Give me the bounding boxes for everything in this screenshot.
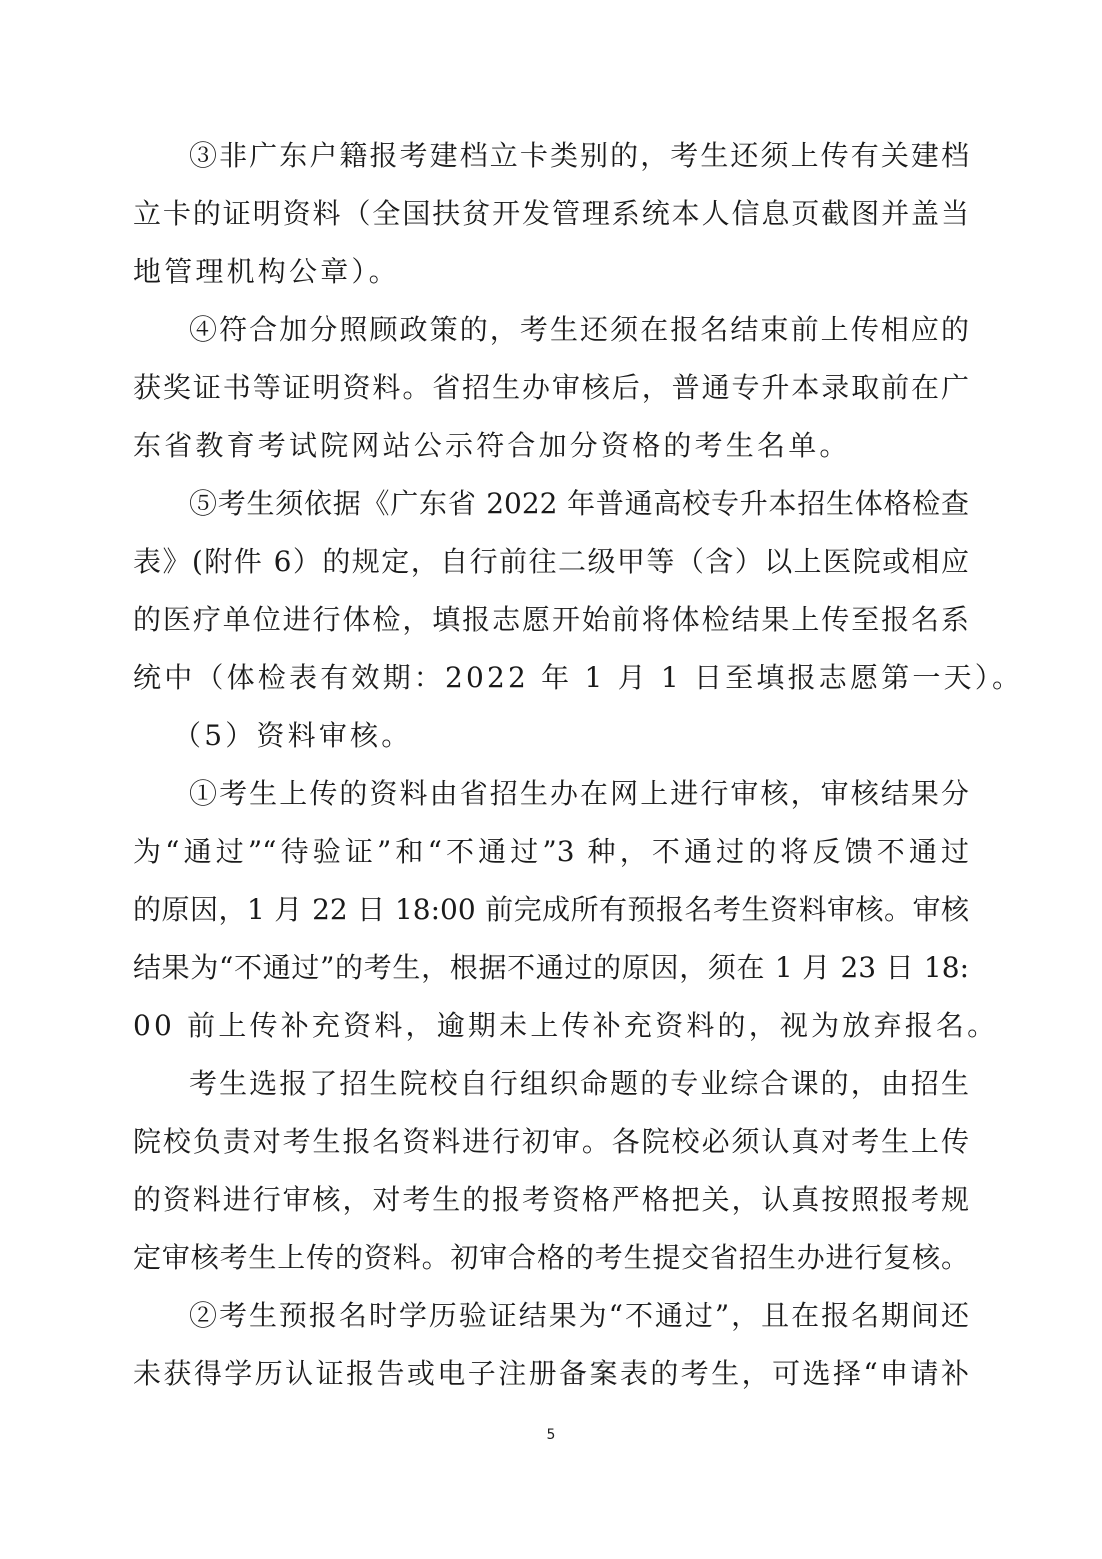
text-line: 考生选报了招生院校自行组织命题的专业综合课的，由招生 — [189, 1067, 969, 1100]
text-line: 地管理机构公章）。 — [133, 255, 400, 288]
text-line: 的资料进行审核，对考生的报考资格严格把关，认真按照报考规 — [133, 1183, 969, 1216]
text-line: 获奖证书等证明资料。省招生办审核后，普通专升本录取前在广 — [133, 371, 969, 404]
text-line: ⑤考生须依据《广东省 2022 年普通高校专升本招生体格检查 — [189, 487, 969, 520]
section-heading: （5）资料审核。 — [173, 719, 413, 752]
text-line: 未获得学历认证报告或电子注册备案表的考生，可选择“申请补 — [133, 1357, 969, 1390]
text-line: 的原因，1 月 22 日 18:00 前完成所有预报名考生资料审核。审核 — [133, 893, 969, 926]
text-line: ③非广东户籍报考建档立卡类别的，考生还须上传有关建档 — [189, 139, 969, 172]
text-line: 表》(附件 6）的规定，自行前往二级甲等（含）以上医院或相应 — [133, 545, 969, 578]
text-line: 结果为“不通过”的考生，根据不通过的原因，须在 1 月 23 日 18: — [133, 951, 969, 984]
text-line: ④符合加分照顾政策的，考生还须在报名结束前上传相应的 — [189, 313, 969, 346]
text-line: 定审核考生上传的资料。初审合格的考生提交省招生办进行复核。 — [133, 1241, 969, 1274]
text-line: 的医疗单位进行体检，填报志愿开始前将体检结果上传至报名系 — [133, 603, 969, 636]
text-line: 统中（体检表有效期：2022 年 1 月 1 日至填报志愿第一天）。 — [133, 661, 1024, 694]
text-line: 为“通过”“待验证”和“不通过”3 种，不通过的将反馈不通过 — [133, 835, 969, 868]
page-number: 5 — [546, 1427, 556, 1443]
text-line: ①考生上传的资料由省招生办在网上进行审核，审核结果分 — [189, 777, 969, 810]
text-line: 院校负责对考生报名资料进行初审。各院校必须认真对考生上传 — [133, 1125, 969, 1158]
text-line: 立卡的证明资料（全国扶贫开发管理系统本人信息页截图并盖当 — [133, 197, 969, 230]
text-line: 00 前上传补充资料，逾期未上传补充资料的，视为放弃报名。 — [133, 1009, 999, 1042]
text-line: 东省教育考试院网站公示符合加分资格的考生名单。 — [133, 429, 851, 462]
text-line: ②考生预报名时学历验证结果为“不通过”，且在报名期间还 — [189, 1299, 969, 1332]
